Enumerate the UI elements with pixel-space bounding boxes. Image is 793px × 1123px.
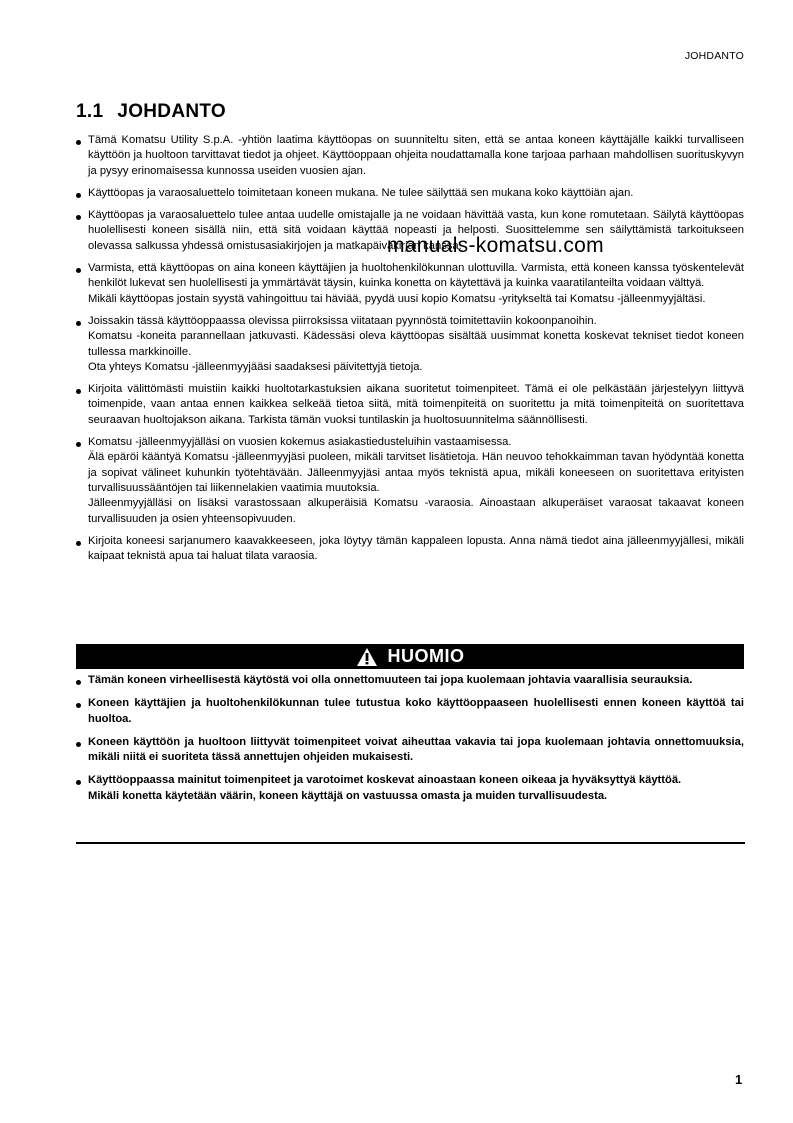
bullet-item [76,534,744,565]
bullet-text: Käyttöoppaassa mainitut toimenpiteet ja varotoimet koskevat ainoastaan koneen oikeaa ja hyväksyttyä käyttöä. [88,774,682,787]
bullet-text: Käyttöopas ja varaosaluettelo toimitetaan koneen mukana. Ne tulee säilyttää sen mukana koko käyttöiän ajan. [88,186,634,199]
watermark: manuals-komatsu.com [387,234,604,257]
bullet-text: Tämän koneen virheellisestä käytöstä voi olla onnettomuuteen tai jopa kuolemaan johtavia vaarallisia seurauksia. [88,674,693,686]
bullet-item [76,208,744,254]
warning-banner [76,644,744,669]
warning-triangle-icon [356,647,378,667]
warning-title: HUOMIO [387,646,465,666]
bullet-text: Varmista, että käyttöopas on aina koneen käyttäjien ja huoltohenkilökunnan ulottuvilla. Varmista, että koneen kanssa työskentelevät henkilöt lukevat sen huolellisesti ja ymmärtävät täysin, kuinka konetta on käytettävä ja kuinka vaaratilanteilta voidaan välttyä. [88,262,744,290]
warning-bullet-list [76,673,744,804]
warning-bullet-item [76,696,744,727]
bullet-text: Kirjoita välittömästi muistiin kaikki huoltotarkastuksien aikana suoritetut toimenpiteet. Tämä ei ole pelkästään järjestelyyn liittyvä toimenpide, vaan antaa ennen kaikkea selkeää tietoa siitä, mitä toimenpiteitä on suoritettu ja mitä toimenpiteitä on suoritettava seuraavan huoltojakson aikana. Tarkista tämän vuoksi tuntilaskin ja huoltosuunnitelma säännöllisesti. [88,383,744,426]
bullet-text: Jälleenmyyjälläsi on lisäksi varastossaan alkuperäisiä Komatsu -varaosia. Ainoastaan alkuperäiset varaosat takaavat koneen turvallisuuden ja osien yhteensopivuuden. [88,497,744,525]
bullet-item [76,382,744,428]
warning-content [76,673,744,812]
section-number: 1.1 [76,101,104,122]
bullet-text: Komatsu -koneita parannellaan jatkuvasti. Kädessäsi oleva käyttöopas sisältää uusimmat konetta koskevat tekniset tiedot koneen tullessa markkinoille. [88,330,744,358]
bullet-text: Joissakin tässä käyttöoppaassa olevissa piirroksissa viitataan pyynnöstä toimitettaviin kokoonpanoihin. [88,314,597,327]
bullet-item [76,133,744,179]
bullet-item [76,261,744,307]
page-number: 1 [735,1072,743,1087]
warning-bottom-rule [76,842,745,844]
bullet-text: Komatsu -jälleenmyyjälläsi on vuosien kokemus asiakastiedusteluihin vastaamisessa. [88,436,512,449]
running-header: JOHDANTO [684,50,744,62]
warning-bullet-item [76,773,744,804]
section-heading: JOHDANTO [117,101,226,122]
bullet-text: Mikäli konetta käytetään väärin, koneen käyttäjä on vastuussa omasta ja muiden turvallisuudesta. [88,789,608,802]
warning-bullet-item [76,673,744,688]
bullet-item [76,435,744,527]
intro-content [76,133,744,571]
warning-bullet-item [76,735,744,766]
bullet-text: Koneen käyttäjien ja huoltohenkilökunnan tulee tutustua koko käyttöoppaaseen huolellisesti ennen koneen käyttöä tai huoltoa. [88,697,744,725]
bullet-item [76,314,744,375]
bullet-text: Käyttöopas ja varaosaluettelo tulee antaa uudelle omistajalle ja ne voidaan hävittää vasta, kun kone romutetaan. Säilytä käyttöopas huolellisesti koneen sisällä niin, että sitä voidaan käyttää nopeasti ja helposti. Suosittelemme sen säilyttämistä tarkoitukseen olevassa salkussa yhdessä omistusasiakirjojen ja matkapäiväkirjan kanssa. [88,209,744,252]
section-title [76,101,226,123]
bullet-text: Tämä Komatsu Utility S.p.A. -yhtiön laatima käyttöopas on suunniteltu siten, että se antaa koneen käyttäjälle kaikki turvalliseen käyttöön ja huoltoon tarvittavat tiedot ja ohjeet. Käyttöoppaan ohjeita noudattamalla kone tarjoaa parhaan mahdollisen suorituskyvyn ja pysyy erinomaisessa kunnossa useiden vuosien ajan. [88,134,744,177]
bullet-item [76,186,744,201]
bullet-text: Älä epäröi kääntyä Komatsu -jälleenmyyjäsi puoleen, mikäli tarvitset lisätietoja. Hän neuvoo tehokkaimman tavan hyödyntää konetta ja sopivat välineet kuhunkin työtehtävään. Jälleenmyyjäsi antaa myös teknistä apua, mikäli koneeseen on suoritettava erityisten turvallisuussääntöjen tai liikennelakien vaatimia muutoksia. [88,451,744,494]
bullet-text: Koneen käyttöön ja huoltoon liittyvät toimenpiteet voivat aiheuttaa vakavia tai jopa kuolemaan johtavia onnettomuuksia, mikäli niitä ei suoriteta tässä annettujen ohjeiden mukaisesti. [88,735,744,764]
bullet-text: Kirjoita koneesi sarjanumero kaavakkeeseen, joka löytyy tämän kappaleen lopusta. Anna nämä tiedot aina jälleenmyyjällesi, mikäli kaipaat teknistä apua tai haluat tilata varaosia. [88,534,744,563]
intro-bullet-list [76,133,744,564]
bullet-text: Mikäli käyttöopas jostain syystä vahingoittuu tai häviää, pyydä uusi kopio Komatsu -yritykseltä tai Komatsu -jälleenmyyjältäsi. [88,292,706,305]
bullet-text: Ota yhteys Komatsu -jälleenmyyjääsi saadaksesi päivitettyjä tietoja. [88,360,423,373]
